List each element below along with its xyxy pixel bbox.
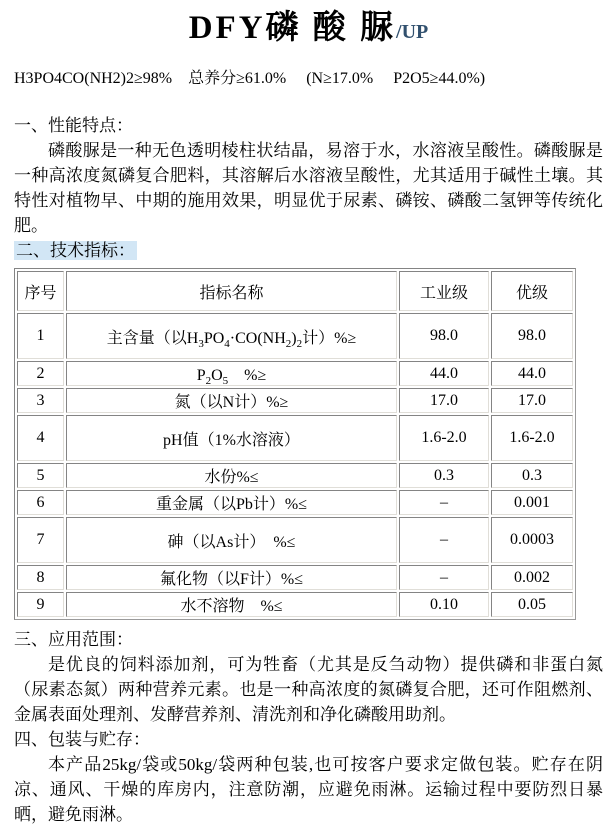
premium-grade-cell: 0.0003 — [491, 517, 573, 563]
industrial-grade-cell: – — [399, 490, 489, 515]
row-number-cell: 4 — [17, 415, 64, 461]
premium-grade-cell: 0.3 — [491, 463, 573, 488]
row-number-cell: 9 — [17, 592, 64, 617]
premium-grade-cell: 98.0 — [491, 313, 573, 359]
row-number-cell: 8 — [17, 565, 64, 590]
section-body-performance: 磷酸脲是一种无色透明棱柱状结晶，易溶于水，水溶液呈酸性。磷酸脲是一种高浓度氮磷复合肥料，其溶解后水溶液呈酸性，尤其适用于碱性土壤。其特性对植物早、中期的施用效果，明显优于尿素、磷铵、磷酸二氢钾等传统化肥。 — [14, 141, 603, 235]
chemical-spec-line: H3PO4CO(NH2)2≥98% 总养分≥61.0% (N≥17.0% P2O5≥44.0%) — [14, 70, 486, 87]
premium-grade-cell: 0.001 — [491, 490, 573, 515]
table-row — [17, 463, 573, 488]
table-row — [17, 592, 573, 617]
row-number-cell: 5 — [17, 463, 64, 488]
title-main: DFY磷 酸 脲 — [188, 10, 397, 46]
table-row — [17, 490, 573, 515]
col-header-number: 序号 — [17, 271, 64, 311]
row-number-cell: 3 — [17, 388, 64, 413]
section-body-packaging: 本产品25kg/袋或50kg/袋两种包装,也可按客户要求定做包装。贮存在阴凉、通风、干燥的库房内，注意防潮，应避免雨淋。运输过程中要防烈日暴晒，避免雨淋。 — [14, 755, 603, 824]
section-heading-packaging: 四、包装与贮存： — [14, 730, 150, 749]
premium-grade-cell: 1.6-2.0 — [491, 415, 573, 461]
section-heading-performance: 一、性能特点： — [14, 116, 133, 135]
industrial-grade-cell: – — [399, 517, 489, 563]
industrial-grade-cell: 0.10 — [399, 592, 489, 617]
indicator-name-cell: 水份%≤ — [66, 463, 397, 488]
indicator-name-cell: pH值（1%水溶液） — [66, 415, 397, 461]
premium-grade-cell: 0.05 — [491, 592, 573, 617]
specs-heading-highlight: 二、技术指标： — [16, 241, 135, 260]
spec-table-header-row — [17, 271, 573, 311]
table-row — [17, 388, 573, 413]
title-suffix: /UP — [396, 21, 429, 43]
table-row — [17, 517, 573, 563]
indicator-name-cell: 砷（以As计） %≤ — [66, 517, 397, 563]
section-heading-specs — [14, 238, 603, 263]
premium-grade-cell: 0.002 — [491, 565, 573, 590]
section-body-application: 是优良的饲料添加剂，可为牲畜（尤其是反刍动物）提供磷和非蛋白氮（尿素态氮）两种营养元素。也是一种高浓度的氮磷复合肥，还可作阻燃剂、金属表面处理剂、发酵营养剂、清洗剂和净化磷酸用助剂。 — [14, 655, 603, 724]
row-number-cell: 2 — [17, 361, 64, 386]
industrial-grade-cell: 17.0 — [399, 388, 489, 413]
table-row — [17, 313, 573, 359]
premium-grade-cell: 17.0 — [491, 388, 573, 413]
industrial-grade-cell: – — [399, 565, 489, 590]
table-row — [17, 565, 573, 590]
table-row — [17, 361, 573, 386]
col-header-indicator-name: 指标名称 — [66, 271, 397, 311]
indicator-name-cell: 氮（以N计）%≥ — [66, 388, 397, 413]
row-number-cell: 7 — [17, 517, 64, 563]
industrial-grade-cell: 98.0 — [399, 313, 489, 359]
col-header-industrial-grade: 工业级 — [399, 271, 489, 311]
indicator-name-cell: 氟化物（以F计）%≤ — [66, 565, 397, 590]
row-number-cell: 1 — [17, 313, 64, 359]
indicator-name-cell: 重金属（以Pb计）%≤ — [66, 490, 397, 515]
indicator-name-cell: 主含量（以$H_3PO_4\cdot CO(NH_2)_2$计）%≥ — [66, 313, 397, 359]
page-title — [14, 8, 603, 52]
col-header-premium-grade: 优级 — [491, 271, 573, 311]
indicator-name-cell: $P_2O_5$ %≥ — [66, 361, 397, 386]
section-heading-application: 三、应用范围： — [14, 630, 133, 649]
industrial-grade-cell: 1.6-2.0 — [399, 415, 489, 461]
industrial-grade-cell: 44.0 — [399, 361, 489, 386]
row-number-cell: 6 — [17, 490, 64, 515]
premium-grade-cell: 44.0 — [491, 361, 573, 386]
table-row — [17, 415, 573, 461]
industrial-grade-cell: 0.3 — [399, 463, 489, 488]
indicator-name-cell: 水不溶物 %≤ — [66, 592, 397, 617]
spec-table — [14, 268, 576, 620]
